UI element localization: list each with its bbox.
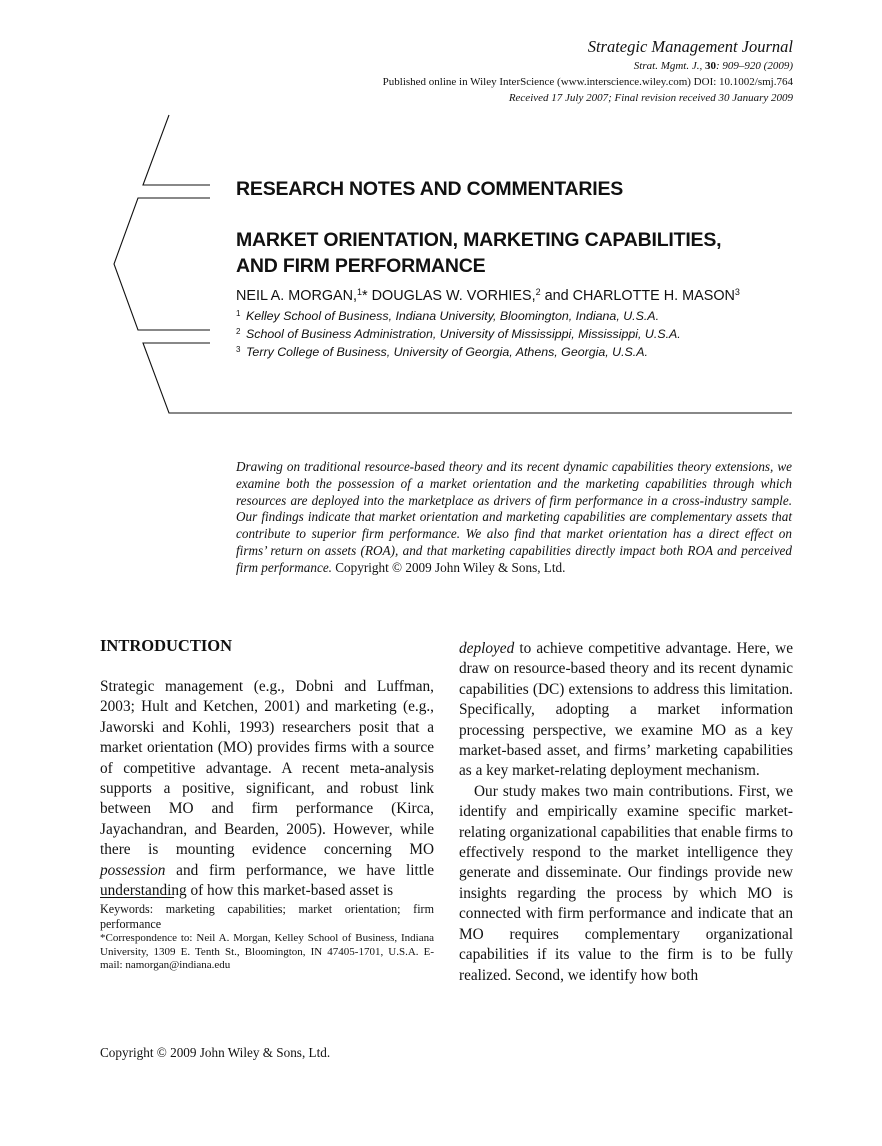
corresponding-mark: * <box>362 288 368 304</box>
article-title-line-2: AND FIRM PERFORMANCE <box>236 255 486 277</box>
authors-and: and <box>544 288 569 304</box>
received-line: Received 17 July 2007; Final revision received 30 January 2009 <box>508 92 793 104</box>
citation-pages: : 909–920 (2009) <box>716 60 793 72</box>
article-title-line-1: MARKET ORIENTATION, MARKETING CAPABILITIES, <box>236 229 722 251</box>
author-2: DOUGLAS W. VORHIES, <box>371 288 536 304</box>
title-block <box>236 176 806 360</box>
volume: 30 <box>705 60 716 72</box>
affiliation-mark: 1 <box>236 309 241 318</box>
affiliation-text: Terry College of Business, University of Georgia, Athens, Georgia, U.S.A. <box>246 345 648 359</box>
affiliation-mark: 2 <box>236 327 241 336</box>
author-1-mark: 1 <box>357 287 363 297</box>
abstract-copyright: Copyright © 2009 John Wiley & Sons, Ltd. <box>335 559 566 575</box>
published-line: Published online in Wiley InterScience (www.interscience.wiley.com) DOI: 10.1002/smj.764 <box>382 76 793 88</box>
abstract <box>236 459 792 577</box>
emphasis-deployed: deployed <box>459 640 515 657</box>
affiliation-text: School of Business Administration, University of Mississippi, Mississippi, U.S.A. <box>246 327 681 341</box>
author-1: NEIL A. MORGAN, <box>236 288 358 304</box>
authors <box>236 282 806 306</box>
author-3: CHARLOTTE H. MASON <box>572 288 735 304</box>
emphasis-possession: possession <box>100 861 166 879</box>
left-column <box>100 636 434 901</box>
section-heading: RESEARCH NOTES AND COMMENTARIES <box>236 178 624 200</box>
citation-prefix: Strat. Mgmt. J., <box>633 60 703 72</box>
author-2-mark: 2 <box>535 287 541 297</box>
intro-paragraph-2: Our study makes two main contributions. First, we identify and empirically examine specific market-relating organizational capabilities that enable firms to effectively respond to the market intelligence they generate and disseminate. Our findings provide new insights regarding the process by which MO is connected with firm performance and indicate that an MO requires complementary organizational capabilities if its value to the firm is to be fully realized. Second, we identify how both <box>459 782 793 984</box>
text-run: and firm performance, we have little understanding of how this market-based asset is <box>100 861 434 900</box>
affiliation-mark: 3 <box>236 345 241 354</box>
footnote-rule <box>100 897 174 898</box>
keywords: Keywords: marketing capabilities; market orientation; firm performance <box>100 902 434 931</box>
abstract-text: Drawing on traditional resource-based theory and its recent dynamic capabilities theory extensions, we examine both the possession of a market orientation and the marketing capabilities through which resources are deployed into the marketplace as drivers of firm performance in a cross-industry sample. Our findings indicate that market orientation and marketing capabilities are complementary assets that contribute to superior firm performance. We also find that market orientation has a direct effect on firms’ return on assets (ROA), and that marketing capabilities directly impact both ROA and perceived firm performance. <box>236 459 792 575</box>
intro-paragraph-1 <box>100 677 434 901</box>
bracket-top-line <box>143 115 210 185</box>
author-3-mark: 3 <box>734 287 740 297</box>
journal-name: Strategic Management Journal <box>587 37 793 56</box>
text-run: Strategic management (e.g., Dobni and Luffman, 2003; Hult and Ketchen, 2001) and marketing (e.g., Jaworski and Kohli, 1993) researchers posit that a market orientation (MO) provides firms with a source of competitive advantage. A recent meta-analysis supports a positive, significant, and robust link between MO and firm performance (Kirca, Jayachandran, and Bearden, 2005). However, while there is mounting evidence concerning MO <box>100 678 434 859</box>
text-run: to achieve competitive advantage. Here, we draw on resource-based theory and its recent dynamic capabilities (DC) extensions to address this limitation. Specifically, adopting a market information processing perspective, we examine MO as a key market-based asset, and firms’ marketing capabilities as a key market-relating deployment mechanism. <box>459 640 793 780</box>
affiliation-3 <box>236 342 806 360</box>
introduction-heading: INTRODUCTION <box>100 636 233 655</box>
article-title <box>236 227 806 279</box>
bracket-mid-line <box>114 198 210 330</box>
correspondence: *Correspondence to: Neil A. Morgan, Kelley School of Business, Indiana University, 1309 E. Tenth St., Bloomington, IN 47405-1701, U.S.A. E-mail: namorgan@indiana.edu <box>100 932 434 972</box>
page-copyright: Copyright © 2009 John Wiley & Sons, Ltd. <box>100 1045 331 1060</box>
affiliation-2 <box>236 324 806 342</box>
footnotes <box>100 902 434 973</box>
affiliation-1 <box>236 306 806 324</box>
right-column <box>459 639 793 986</box>
affiliation-text: Kelley School of Business, Indiana University, Bloomington, Indiana, U.S.A. <box>246 309 660 323</box>
intro-paragraph-1-continued <box>459 639 793 782</box>
